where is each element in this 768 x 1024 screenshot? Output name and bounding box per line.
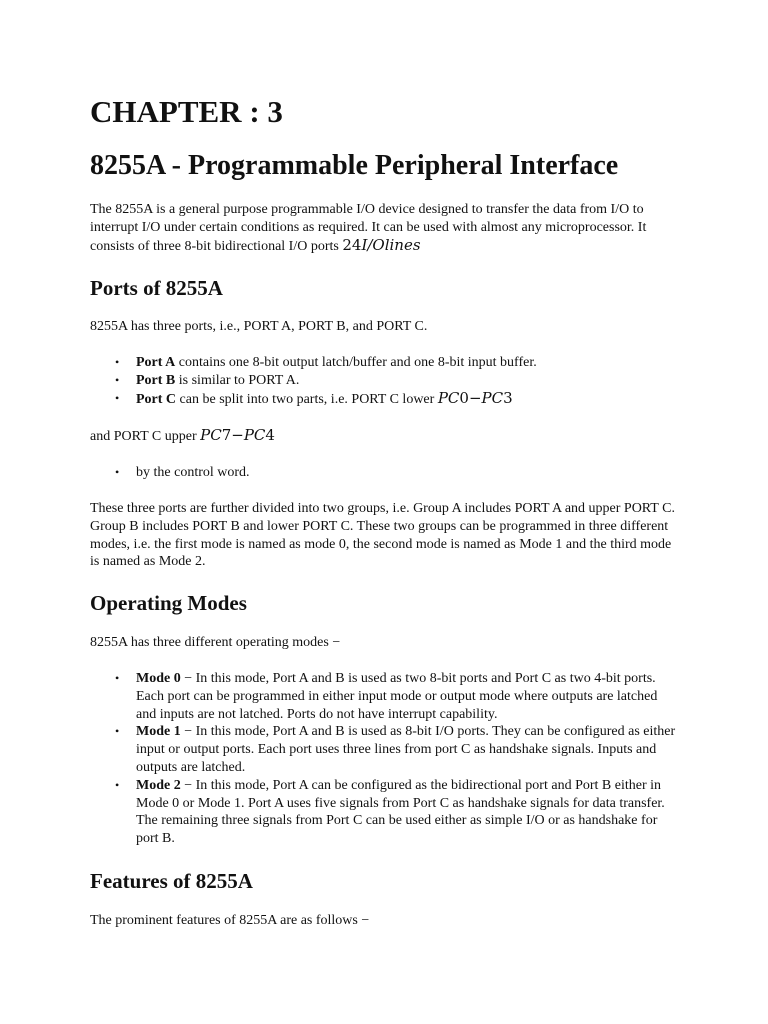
chapter-heading: CHAPTER : 3	[90, 94, 283, 129]
bullet-icon: •	[115, 390, 120, 405]
intro-text: The 8255A is a general purpose programmable I/O device designed to transfer the data from I/O to interrupt I/O under certain conditions as required. It can be used with almost any microprocessor. It consists of three 8-bit bidirectional I/O ports	[90, 202, 647, 254]
ports-heading: Ports of 8255A	[90, 276, 223, 300]
control-list	[90, 464, 680, 482]
bullet-icon: •	[115, 671, 120, 685]
bullet-icon: •	[115, 724, 120, 739]
list-item: • by the control word.	[115, 465, 250, 480]
bullet-icon: •	[115, 355, 120, 369]
list-item: • Port B is similar to PORT A.	[115, 372, 300, 388]
list-item: • Port C can be split into two parts, i.e. PORT C lower PC0−PC3	[115, 388, 513, 407]
features-heading: Features of 8255A	[90, 869, 253, 893]
bullet-icon: •	[115, 777, 120, 792]
ports-lead: 8255A has three ports, i.e., PORT A, PORT B, and PORT C.	[90, 319, 428, 334]
port-c-lower-math: PC0−PC3	[437, 388, 513, 407]
intro-math: 24I/Olines	[342, 235, 421, 254]
modes-list	[90, 670, 680, 848]
bullet-icon: •	[115, 372, 120, 387]
intro-paragraph	[90, 201, 680, 255]
port-c-upper-math: PC7−PC4	[200, 426, 275, 444]
list-item: • Mode 1 − In this mode, Port A and B is used as 8-bit I/O ports. They can be configured as either input or output ports. Each port uses three lines from port C as handshake signals. Inputs and outputs are latched.	[115, 724, 676, 775]
page-title: 8255A - Programmable Peripheral Interface	[90, 150, 619, 181]
list-item: • Mode 0 − In this mode, Port A and B is used as two 8-bit ports and Port C as two 4-bit ports. Each port can be programmed in either input mode or output mode where outputs are latched and inputs are not latched. Ports do not have interrupt capability.	[115, 671, 658, 722]
ports-list	[90, 354, 680, 408]
port-c-upper-line: and PORT C upper PC7−PC4	[90, 426, 275, 444]
modes-lead: 8255A has three different operating modes −	[90, 635, 341, 650]
groups-paragraph: These three ports are further divided into two groups, i.e. Group A includes PORT A and upper PORT C. Group B includes PORT B and lower PORT C. These two groups can be programmed in three different modes, i.e. the first mode is named as mode 0, the second mode is named as Mode 1 and the third mode is named as Mode 2.	[90, 501, 675, 570]
list-item: • Mode 2 − In this mode, Port A can be configured as the bidirectional port and Port B either in Mode 0 or Mode 1. Port A uses five signals from Port C as handshake signals for data transfer. The remaining three signals from Port C can be used either as simple I/O or as handshake for port B.	[115, 777, 665, 847]
modes-heading: Operating Modes	[90, 591, 247, 615]
features-lead: The prominent features of 8255A are as follows −	[90, 913, 370, 928]
list-item: • Port A contains one 8-bit output latch/buffer and one 8-bit input buffer.	[115, 355, 537, 370]
bullet-icon: •	[115, 465, 120, 479]
